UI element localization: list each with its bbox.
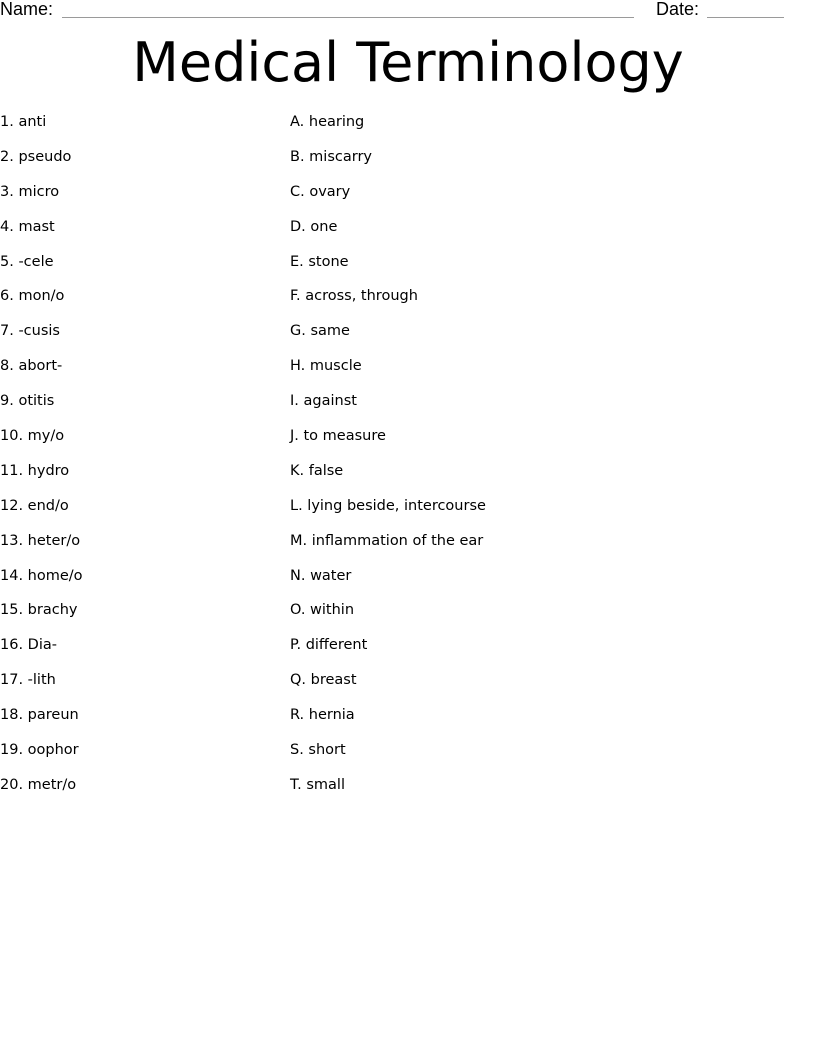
term-item: 7. -cusis	[0, 323, 60, 340]
term-item: 6. mon/o	[0, 288, 65, 305]
definition-item: C. ovary	[290, 183, 351, 200]
term-item: 19. oophor	[0, 742, 79, 759]
definition-item: R. hernia	[290, 707, 355, 724]
definition-item: T. small	[290, 776, 345, 793]
definition-item: S. short	[290, 742, 346, 759]
name-blank-line	[62, 17, 634, 18]
term-item: 14. home/o	[0, 567, 83, 584]
definition-item: D. one	[290, 218, 338, 235]
definition-item: B. miscarry	[290, 148, 372, 165]
definition-item: N. water	[290, 567, 352, 584]
definition-item: Q. breast	[290, 672, 357, 689]
term-item: 9. otitis	[0, 393, 55, 410]
definition-item: G. same	[290, 323, 350, 340]
worksheet-header	[0, 0, 816, 22]
term-item: 17. -lith	[0, 672, 56, 689]
definition-item: L. lying beside, intercourse	[290, 497, 486, 514]
term-item: 3. micro	[0, 183, 60, 200]
term-item: 18. pareun	[0, 707, 79, 724]
terms-list	[0, 111, 83, 809]
term-item: 11. hydro	[0, 462, 70, 479]
date-label: Date:	[656, 0, 700, 19]
definition-item: M. inflammation of the ear	[290, 532, 484, 549]
definition-item: K. false	[290, 462, 344, 479]
term-item: 15. brachy	[0, 602, 78, 619]
name-label: Name:	[0, 0, 54, 19]
page-title: Medical Terminology	[132, 31, 684, 94]
definition-item: F. across, through	[290, 288, 418, 305]
term-item: 1. anti	[0, 114, 47, 130]
definition-item: J. to measure	[290, 428, 386, 445]
definition-item: P. different	[290, 637, 368, 654]
term-item: 2. pseudo	[0, 148, 72, 165]
definition-item: H. muscle	[290, 358, 362, 375]
term-item: 5. -cele	[0, 253, 54, 270]
term-item: 13. heter/o	[0, 532, 81, 549]
term-item: 16. Dia-	[0, 637, 57, 654]
term-item: 4. mast	[0, 218, 55, 235]
term-item: 10. my/o	[0, 428, 65, 445]
term-item: 20. metr/o	[0, 776, 77, 793]
definition-item: A. hearing	[290, 114, 365, 130]
date-blank-line	[707, 17, 784, 18]
definition-item: E. stone	[290, 253, 349, 270]
definition-item: O. within	[290, 602, 355, 619]
definition-item: I. against	[290, 393, 357, 410]
term-item: 8. abort-	[0, 358, 63, 375]
term-item: 12. end/o	[0, 497, 69, 514]
definitions-list	[290, 111, 486, 809]
